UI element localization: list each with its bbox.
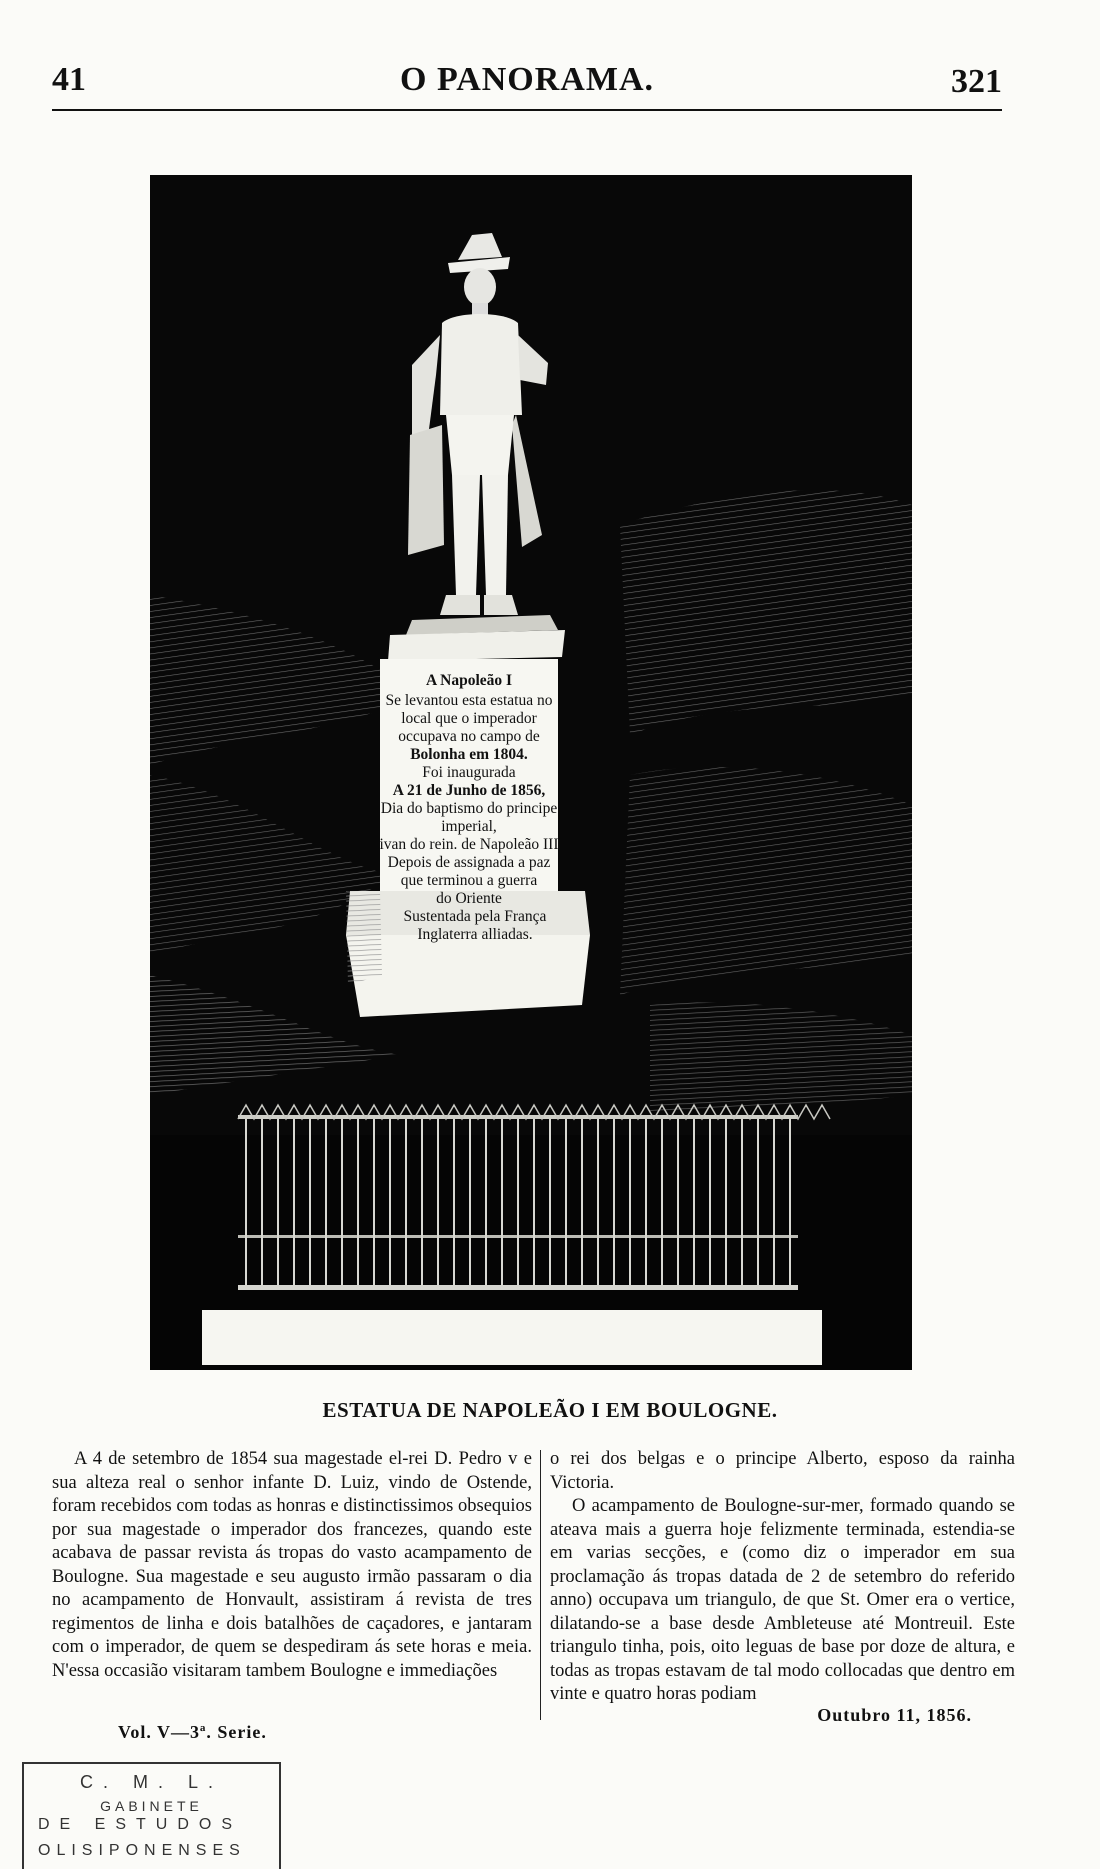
- inscription-line: imperial,: [441, 818, 497, 835]
- inscription-line: local que o imperador: [401, 710, 537, 727]
- publication-title: O PANORAMA.: [400, 61, 654, 98]
- inscription-line: Sustentada pela França: [403, 908, 547, 925]
- article-column-right: [550, 1448, 1015, 1707]
- stamp-line: C. M. L.: [79, 1772, 223, 1792]
- inscription-line: A 21 de Junho de 1856,: [392, 782, 546, 799]
- inscription-line: ivan do rein. de Napoleão III: [379, 836, 559, 853]
- volume-signature: Vol. V—3ª. Serie.: [118, 1722, 267, 1742]
- stamp-line: DE ESTUDOS: [38, 1816, 243, 1833]
- issue-date: Outubro 11, 1856.: [817, 1705, 972, 1725]
- inscription-line: A Napoleão I: [425, 672, 513, 689]
- page-number: 321: [951, 63, 1002, 100]
- inscription-line: do Oriente: [436, 890, 502, 907]
- article-paragraph: O acampamento de Boulogne-sur-mer, formado quando se ateava mais a guerra hoje felizmente terminada, estendia-se em varias secções, e (como diz o imperador em sua proclamação ás tropas datada de 2 de setembro do referido anno) occupava um triangulo, de que St. Omer era o vertice, dilatando-se a base desde Ambleteuse até Montreuil. Este triangulo tinha, pois, oito leguas de base por doze de altura, e todas as tropas estavam de tal modo collocadas que dentro em vinte e quatro horas podiam: [550, 1496, 1015, 1704]
- inscription-line: Depois de assignada a paz: [387, 854, 551, 871]
- stamp-line: OLISIPONENSES: [38, 1842, 246, 1859]
- railing-base: [202, 1310, 822, 1365]
- iron-railing: [238, 1105, 830, 1290]
- issue-number: 41: [52, 61, 86, 98]
- header-rule: [52, 109, 1002, 111]
- inscription-line: que terminou a guerra: [400, 872, 538, 889]
- illustration-caption: ESTATUA DE NAPOLEÃO I EM BOULOGNE.: [322, 1398, 778, 1422]
- inscription-line: Se levantou esta estatua no: [385, 692, 553, 709]
- page-header: [52, 55, 1002, 115]
- library-stamp: [22, 1762, 281, 1869]
- inscription-line: Inglaterra alliadas.: [417, 926, 533, 943]
- article-paragraph: A 4 de setembro de 1854 sua magestade el-rei D. Pedro v e sua alteza real o senhor infante D. Luiz, vindo de Ostende, foram recebidos com todas as honras e distinctissimos obsequios por sua magestade o imperador dos francezes, quando este acabava de passar revista ás tropas do vasto acampamento de Boulogne. Sua magestade e seu augusto irmão passaram o dia no acampamento de Honvault, assistiram á revista de tres regimentos de linha e dois batalhões de caçadores, e jantaram com o imperador, de quem se despediram ás sete horas e meia. N'essa occasião visitaram tambem Boulogne e immediações: [52, 1449, 532, 1681]
- inscription-line: Foi inaugurada: [422, 764, 516, 781]
- column-divider: [540, 1450, 541, 1720]
- inscription-line: Dia do baptismo do principe: [380, 800, 558, 817]
- article-column-left: [52, 1448, 532, 1683]
- inscription-line: Bolonha em 1804.: [410, 746, 528, 763]
- inscription-line: occupava no campo de: [398, 728, 540, 745]
- napoleon-statue-engraving: [150, 175, 912, 1370]
- stamp-line: GABINETE: [100, 1798, 203, 1814]
- article-paragraph: o rei dos belgas e o principe Alberto, esposo da rainha Victoria.: [550, 1449, 1015, 1493]
- engraving-illustration: [150, 175, 912, 1370]
